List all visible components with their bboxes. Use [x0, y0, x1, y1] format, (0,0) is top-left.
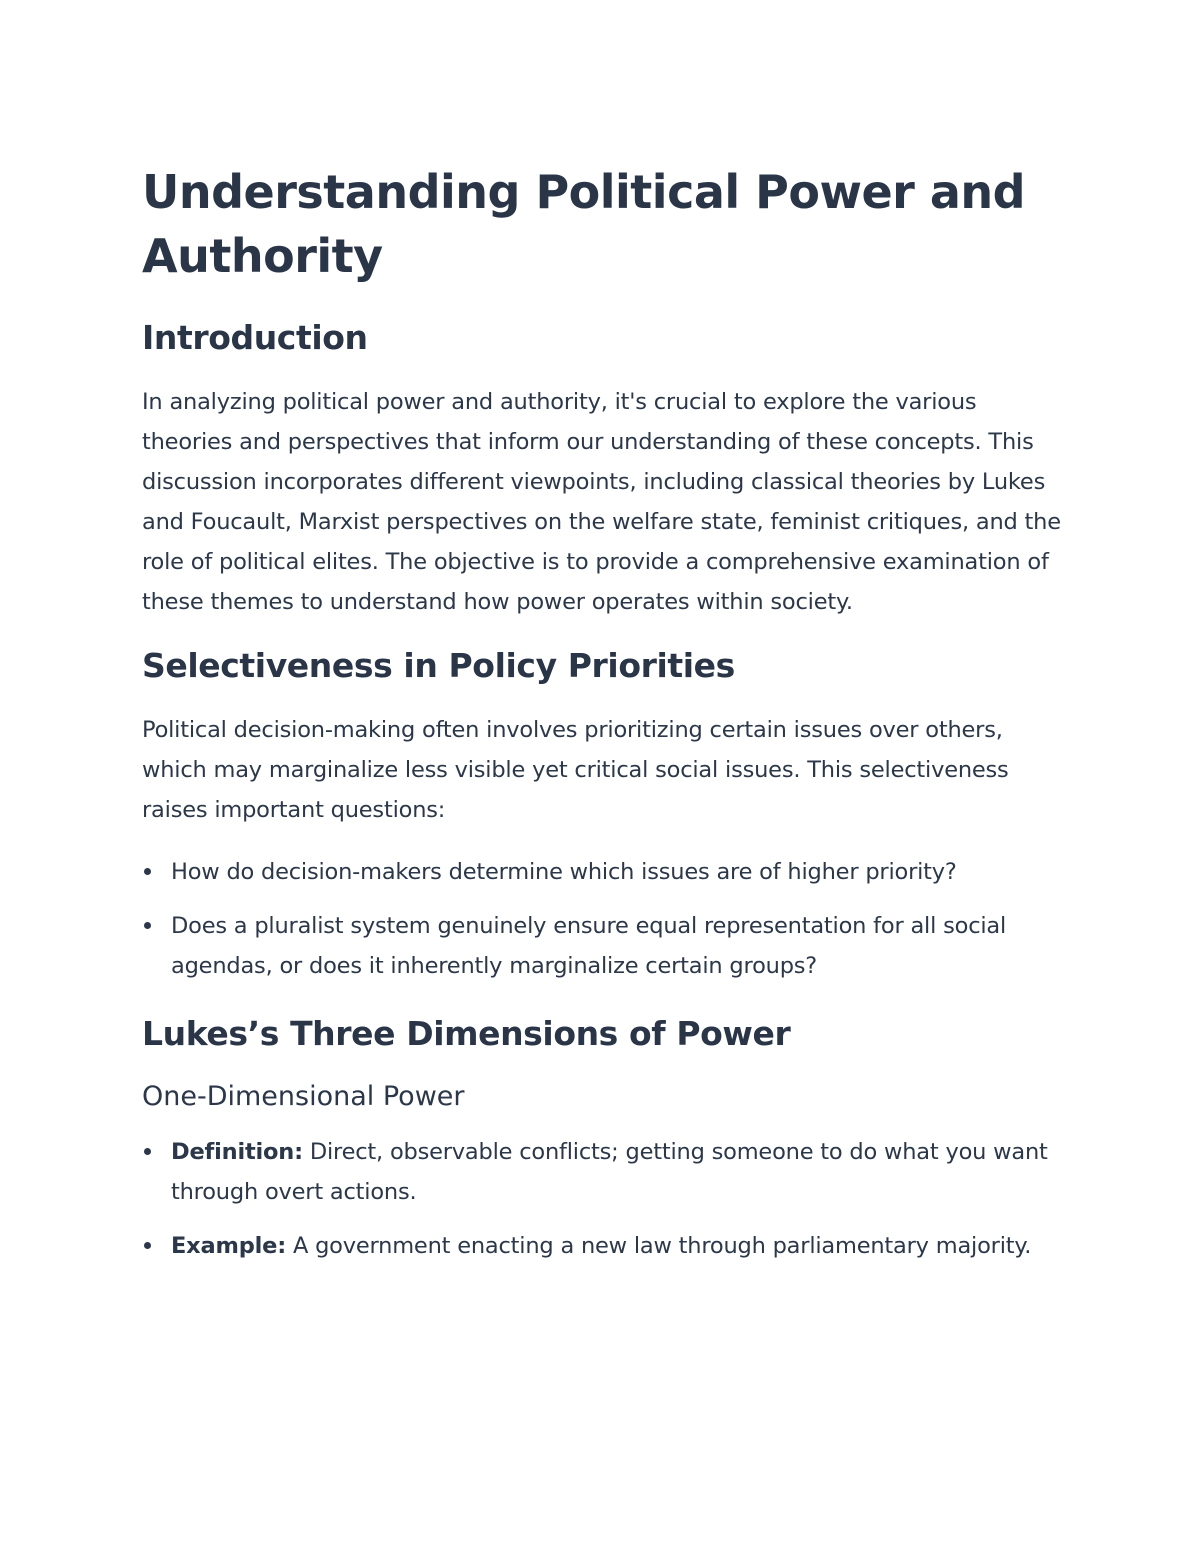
bullet-icon: [144, 868, 151, 875]
selectiveness-paragraph: Political decision-making often involves prioritizing certain issues over others, which may marginalize less visible yet critical social issues. This selectiveness raises important questions:: [142, 717, 1009, 823]
document-page: [142, 160, 1062, 1292]
document-title: Understanding Political Power and Authority: [142, 165, 1026, 283]
selectiveness-heading: Selectiveness in Policy Priorities: [142, 646, 735, 685]
bullet-icon: [144, 1242, 151, 1249]
introduction-heading: Introduction: [142, 318, 368, 357]
bullet-icon: [144, 922, 151, 929]
introduction-paragraph: In analyzing political power and authority, it's crucial to explore the various theories and perspectives that inform our understanding of these concepts. This discussion incorporates different viewpoints, including classical theories by Lukes and Foucault, Marxist perspectives on the welfare state, feminist critiques, and the role of political elites. The objective is to provide a comprehensive examination of these themes to understand how power operates within society.: [142, 389, 1061, 615]
one-dimensional-power-list: [142, 1132, 1062, 1266]
definition-text: Direct, observable conflicts; getting someone to do what you want through overt actions.: [171, 1139, 1048, 1205]
example-label: Example:: [171, 1233, 286, 1259]
list-item-text: How do decision-makers determine which issues are of higher priority?: [171, 859, 957, 885]
list-item: [142, 906, 1062, 986]
list-item: [142, 1132, 1062, 1212]
definition-label: Definition:: [171, 1139, 303, 1165]
list-item: [142, 1226, 1062, 1266]
section-selectiveness: [142, 644, 1062, 986]
lukes-heading: Lukes’s Three Dimensions of Power: [142, 1014, 791, 1053]
section-lukes-dimensions: [142, 1012, 1062, 1266]
list-item-text: Does a pluralist system genuinely ensure equal representation for all social agendas, or does it inherently marginalize certain groups?: [171, 913, 1007, 979]
one-dimensional-power-heading: One-Dimensional Power: [142, 1081, 465, 1112]
list-item: [142, 852, 1062, 892]
example-text: A government enacting a new law through parliamentary majority.: [292, 1233, 1032, 1259]
selectiveness-questions-list: [142, 852, 1062, 986]
section-introduction: [142, 316, 1062, 622]
bullet-icon: [144, 1148, 151, 1155]
